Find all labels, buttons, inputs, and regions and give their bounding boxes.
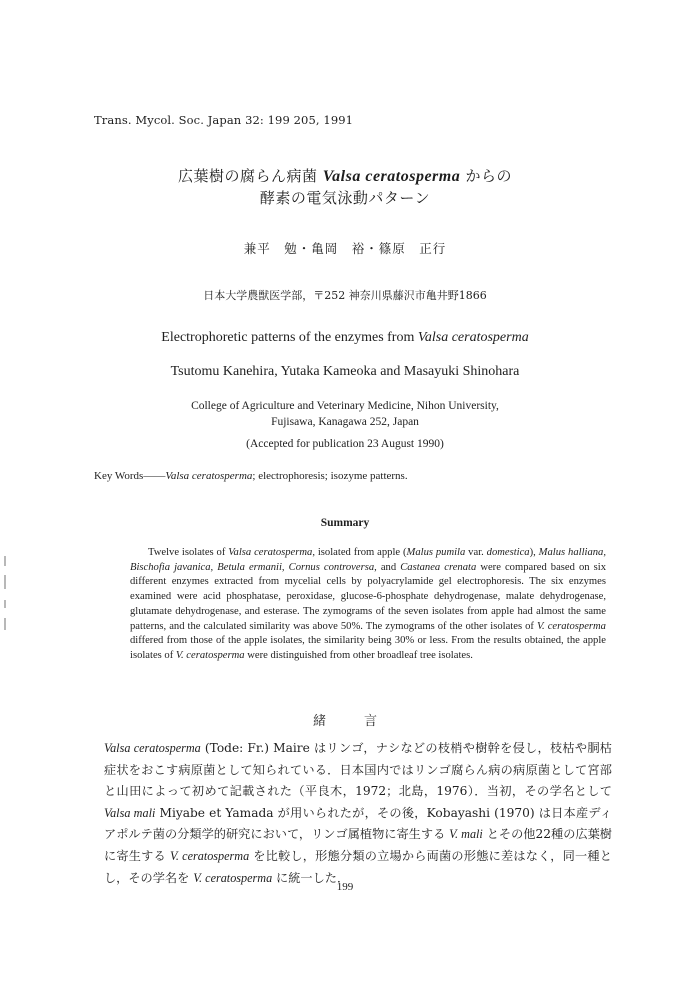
- intro-text: とその他22種の広葉樹に寄生する: [104, 827, 612, 863]
- summary-text: ),: [529, 547, 539, 558]
- scan-margin-mark: [4, 556, 6, 566]
- japanese-title-pre: 広葉樹の腐らん病菌: [177, 167, 323, 185]
- summary-text: differed from those of the apple isolates, the similarity being 30% or less. From the results obtained, the apple isolates of: [130, 635, 606, 661]
- keywords-rest: ; electrophoresis; isozyme patterns.: [252, 470, 408, 482]
- scan-margin-mark: [4, 575, 6, 589]
- intro-latin: V. mali: [449, 827, 483, 842]
- intro-latin: Valsa mali: [104, 805, 156, 820]
- summary-heading: Summary: [320, 517, 370, 529]
- english-affiliation-line2: Fujisawa, Kanagawa 252, Japan: [271, 416, 419, 428]
- summary-latin: V. ceratosperma: [536, 620, 606, 632]
- summary-text: , and: [374, 561, 401, 573]
- summary-text: were compared based on six different enzymes extracted from mycelial cells by polyacrylamide gel electrophoresis. The six enzymes examined were acid phosphatase, peroxidase, glucose-6-phosphate dehydrogenase, malate dehydrogenase, glutamate dehydrogenase, and esterase. The zymograms of the seven isolates from apple had almost the same patterns, and the calculated similarity was above 50%. The zymograms of the other isolates of: [130, 561, 606, 632]
- summary-paragraph: [130, 546, 606, 664]
- keywords: [94, 470, 408, 482]
- english-affiliation-line1: College of Agriculture and Veterinary Medicine, Nihon University,: [191, 400, 499, 412]
- english-authors: Tsutomu Kanehira, Yutaka Kameoka and Masayuki Shinohara: [170, 364, 520, 379]
- english-title-latin: Valsa ceratosperma: [417, 330, 529, 345]
- summary-latin: Malus halliana, Bischofia javanica, Betula ermanii, Cornus controversa: [130, 547, 606, 573]
- summary-text: , isolated from apple (: [312, 547, 407, 558]
- summary-latin: Malus pumila: [406, 547, 466, 558]
- japanese-authors: 兼平 勉・亀岡 裕・篠原 正行: [243, 241, 447, 256]
- intro-text: (Tode: Fr.) Maire はリンゴ，ナシなどの枝梢や樹幹を侵し，枝枯や胴枯症状をおこす病原菌として知られている．日本国内ではリンゴ腐らん病の病原菌として宮部と山田によって初めて記載された（平良木，1972；北島，1976）．当初，その学名として: [104, 741, 612, 799]
- japanese-title-line1: [0, 165, 690, 186]
- journal-reference: Trans. Mycol. Soc. Japan 32: 199 205, 1991: [94, 113, 354, 127]
- intro-text: Miyabe et Yamada が用いられたが，その後，Kobayashi (1970) は日本産ディアポルテ菌の分類学的研究において，リンゴ属植物に寄生する: [104, 805, 612, 842]
- summary-latin: Valsa ceratosperma: [228, 547, 313, 558]
- summary-text: Twelve isolates of: [148, 547, 229, 558]
- japanese-title-post: からの: [460, 167, 512, 185]
- introduction-paragraph: [104, 738, 612, 889]
- scan-margin-mark: [4, 600, 6, 608]
- scan-margin-mark: [4, 618, 6, 630]
- summary-latin: V. ceratosperma: [175, 649, 245, 661]
- japanese-affiliation: 日本大学農獣医学部，〒252 神奈川県藤沢市亀井野1866: [203, 289, 487, 302]
- japanese-title-latin: Valsa ceratosperma: [322, 168, 461, 185]
- keywords-label: Key Words——: [94, 470, 166, 482]
- japanese-title-line2: 酵素の電気泳動パターン: [259, 189, 431, 207]
- english-title-pre: Electrophoretic patterns of the enzymes from: [161, 330, 418, 345]
- introduction-heading: 緒言: [312, 714, 415, 729]
- english-title: [0, 330, 690, 346]
- intro-latin: V. ceratosperma: [170, 848, 250, 863]
- intro-text: を比較し，形態分類の立場から両菌の形態に差はなく，同一種とし，その学名を: [104, 848, 612, 885]
- intro-latin: V. ceratosperma: [193, 870, 273, 885]
- summary-text: were distinguished from other broadleaf tree isolates.: [244, 649, 473, 661]
- keywords-latin: Valsa ceratosperma: [165, 470, 253, 482]
- summary-text: var.: [465, 547, 487, 558]
- page-number: 199: [336, 881, 354, 893]
- summary-latin: domestica: [486, 547, 530, 558]
- intro-text: に統一した．: [272, 870, 350, 885]
- accepted-date: (Accepted for publication 23 August 1990): [246, 438, 444, 450]
- summary-latin: Castanea crenata: [400, 561, 477, 573]
- intro-latin: Valsa ceratosperma: [104, 741, 201, 755]
